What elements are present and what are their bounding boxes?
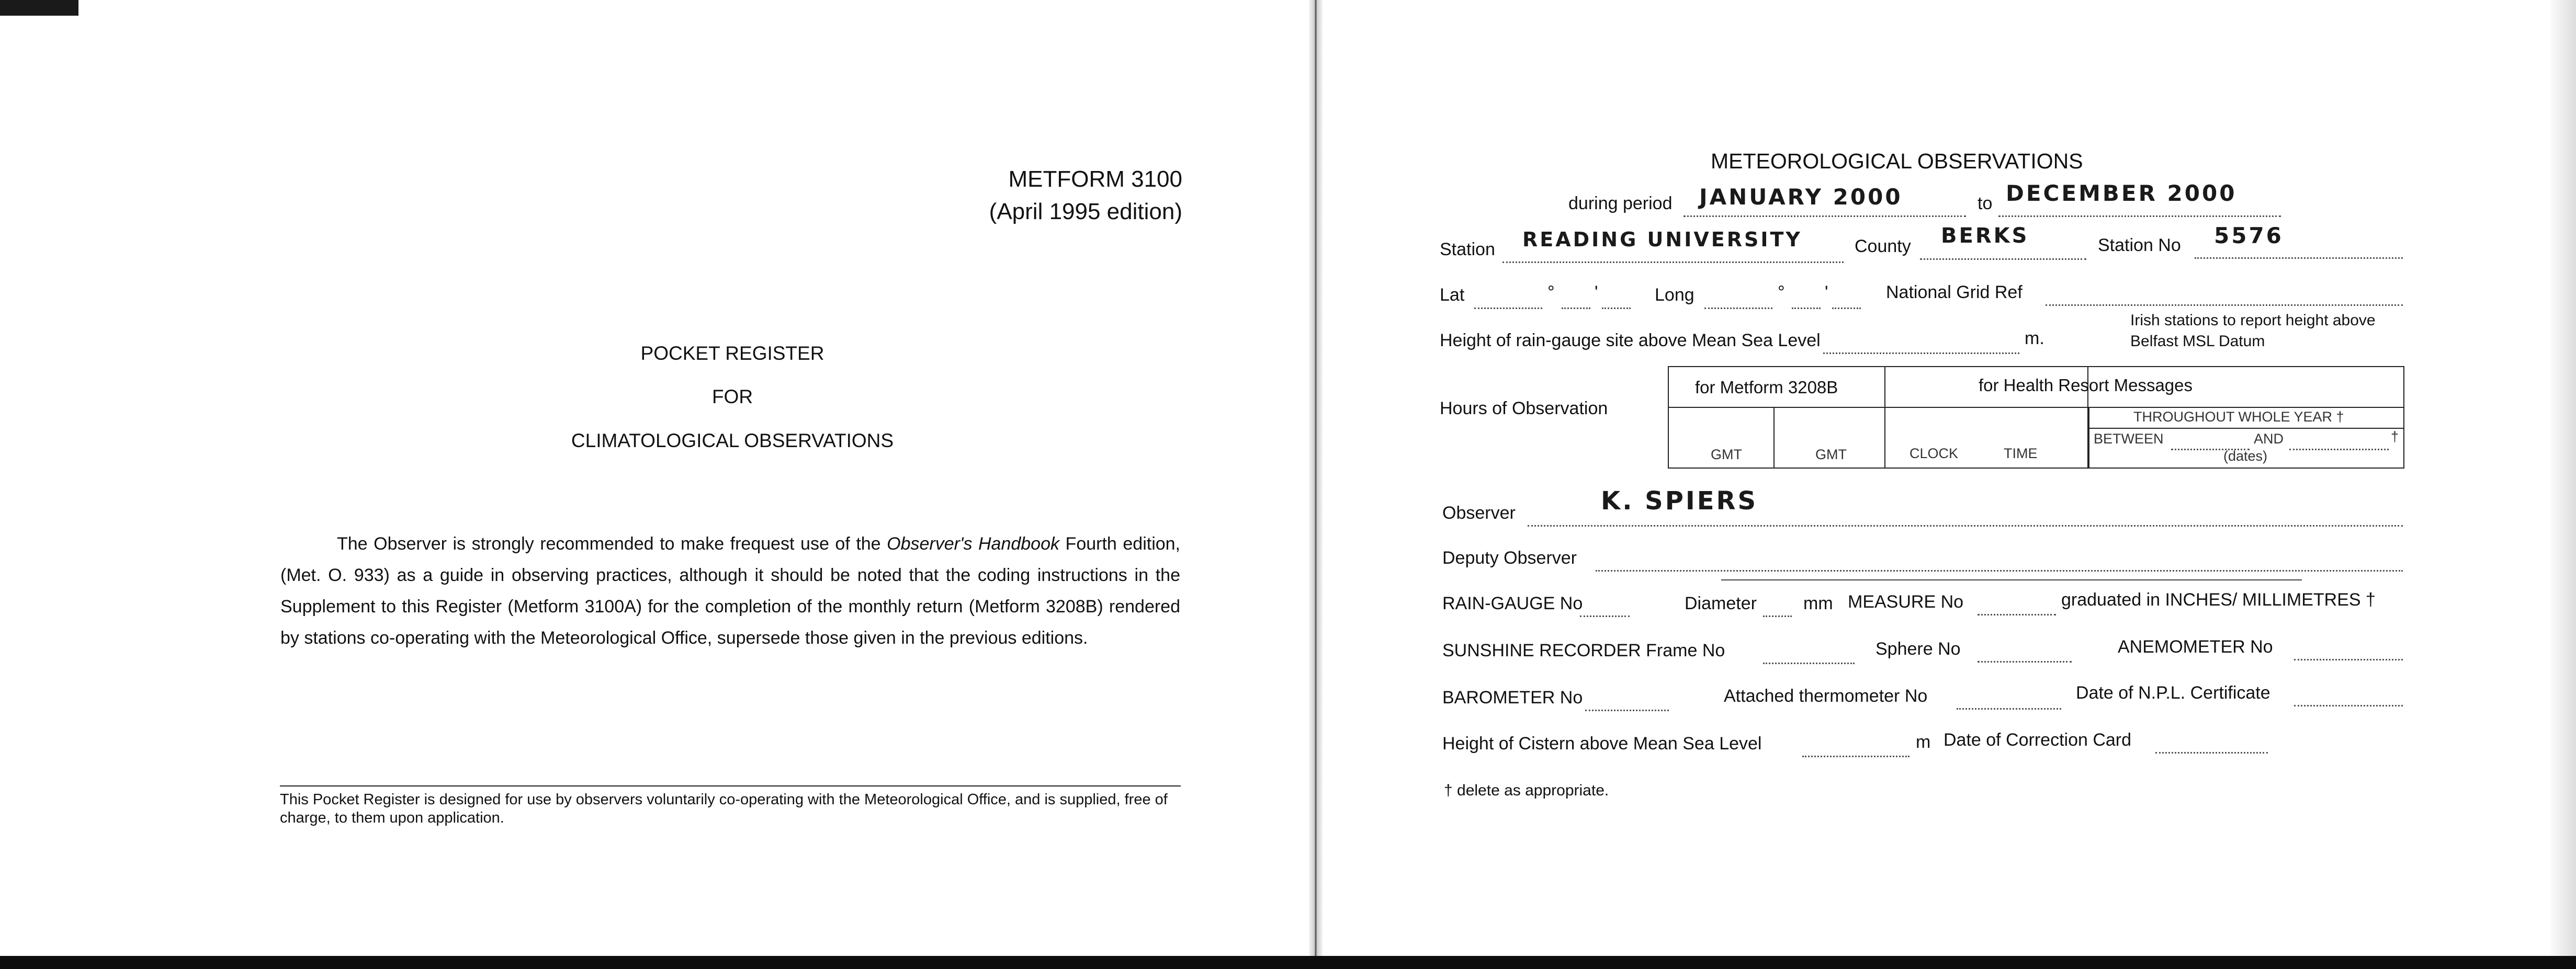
sunshine-label: SUNSHINE RECORDER Frame No — [1442, 641, 1725, 660]
anemometer-line — [2294, 659, 2403, 660]
clock-label: CLOCK — [1910, 446, 1959, 461]
deputy-line — [1596, 570, 2403, 572]
period-from-line — [1684, 215, 1966, 217]
delete-note: † delete as appropriate. — [1444, 782, 1609, 799]
hours-table — [1668, 366, 2404, 469]
station-label: Station — [1440, 240, 1495, 259]
cistern-unit: m — [1916, 732, 1931, 752]
form-id: METFORM 3100 — [1008, 166, 1182, 192]
time-label: TIME — [2004, 446, 2038, 461]
register-heading-1: POCKET REGISTER — [640, 343, 824, 364]
intro-text-end: Fourth edition, (Met. O. 933) as a guide in observing practices, although it should be noted that the coding instructions in the Supplement to this Register (Metform 3100A) for the completion of the monthly return (Metform 3208B) rendered by stations co-operating with the Meteorological Office, supersede those given in the previous editions. — [280, 534, 1181, 648]
deputy-label: Deputy Observer — [1442, 548, 1577, 568]
between-label: BETWEEN — [2094, 431, 2164, 447]
mm-label: mm — [1803, 594, 1833, 613]
health-header: for Health Resort Messages — [1979, 375, 2193, 395]
hours-label: Hours of Observation — [1440, 398, 1608, 418]
measure-line — [1978, 614, 2056, 615]
observer-label: Observer — [1442, 503, 1516, 523]
period-to-line — [1998, 215, 2281, 217]
long-min-line — [1792, 307, 1821, 309]
correction-label: Date of Correction Card — [1944, 730, 2132, 750]
long-sec-line — [1832, 307, 1861, 309]
station-line — [1502, 261, 1844, 263]
correction-line — [2155, 752, 2268, 754]
anemometer-label: ANEMOMETER No — [2118, 637, 2273, 657]
lat-min-line — [1562, 307, 1590, 309]
metform-header: for Metform 3208B — [1695, 378, 1838, 397]
long-minute: ' — [1825, 282, 1828, 302]
barometer-label: BAROMETER No — [1442, 688, 1583, 708]
sunshine-line — [1763, 663, 1855, 664]
county-label: County — [1855, 236, 1911, 256]
and-line — [2289, 449, 2389, 450]
lat-minute: ' — [1595, 282, 1598, 302]
lat-deg-line — [1474, 307, 1542, 309]
station-no-value[interactable]: 5576 — [2214, 223, 2284, 248]
station-no-line — [2195, 257, 2403, 259]
attached-thermometer-line — [1957, 708, 2061, 710]
book-spine — [1309, 0, 1323, 969]
station-value[interactable]: READING UNIVERSITY — [1522, 228, 1802, 251]
throughout-label: THROUGHOUT WHOLE YEAR † — [2133, 409, 2344, 425]
npl-label: Date of N.P.L. Certificate — [2076, 683, 2270, 703]
rain-gauge-line — [1580, 615, 1630, 617]
irish-note-2: Belfast MSL Datum — [2130, 333, 2265, 350]
sphere-label: Sphere No — [1875, 639, 1961, 659]
intro-text-start: The Observer is strongly recommended to make frequest use of the — [337, 534, 887, 554]
handbook-title: Observer's Handbook — [887, 534, 1060, 554]
lat-label: Lat — [1440, 285, 1465, 305]
lat-sec-line — [1602, 307, 1631, 309]
observer-line — [1528, 525, 2403, 527]
footnote: This Pocket Register is designed for use by observers voluntarily co-operating with the Meteorological Office, and is supplied, free of charge, to them upon application. — [280, 791, 1168, 826]
grid-ref-line — [2046, 304, 2403, 306]
lat-degree: ° — [1547, 282, 1555, 302]
register-heading-2: FOR — [711, 386, 753, 407]
rain-gauge-label: RAIN-GAUGE No — [1442, 594, 1583, 613]
intro-paragraph — [280, 528, 1180, 654]
irish-note-1: Irish stations to report height above — [2130, 312, 2376, 329]
dates-label: (dates) — [2223, 448, 2268, 464]
period-from-value[interactable]: JANUARY 2000 — [1699, 184, 1903, 210]
attached-thermometer-label: Attached thermometer No — [1724, 686, 1928, 706]
gmt-label-2: GMT — [1815, 447, 1847, 462]
measure-label: MEASURE No — [1848, 592, 1964, 612]
height-unit: m. — [2025, 328, 2044, 348]
page-edge — [2551, 0, 2576, 956]
height-label: Height of rain-gauge site above Mean Sea Level — [1440, 330, 1821, 350]
county-value[interactable]: BERKS — [1941, 224, 2029, 248]
npl-line — [2294, 705, 2403, 706]
during-period-label: during period — [1568, 193, 1673, 213]
station-no-label: Station No — [2098, 235, 2181, 255]
scan-border-bottom — [0, 956, 2576, 969]
barometer-line — [1585, 710, 1669, 711]
cistern-line — [1802, 756, 1910, 757]
observations-title: METEOROLOGICAL OBSERVATIONS — [1711, 149, 2083, 173]
county-line — [1920, 258, 2086, 260]
form-edition: (April 1995 edition) — [989, 199, 1182, 224]
separator-line — [1721, 579, 2302, 580]
form-id-block — [973, 163, 1182, 228]
diameter-label: Diameter — [1685, 594, 1757, 613]
long-label: Long — [1655, 285, 1694, 305]
footnote-divider — [280, 785, 1181, 786]
period-to-value[interactable]: DECEMBER 2000 — [2006, 180, 2237, 206]
and-label: AND — [2254, 431, 2284, 447]
graduated-label: graduated in INCHES/ MILLIMETRES † — [2061, 590, 2376, 610]
sphere-line — [1978, 661, 2072, 663]
scan-border — [0, 0, 78, 16]
diameter-line — [1763, 615, 1792, 617]
observer-value[interactable]: K. SPIERS — [1601, 486, 1758, 516]
register-heading-3: CLIMATOLOGICAL OBSERVATIONS — [571, 430, 894, 451]
long-deg-line — [1704, 307, 1772, 309]
cistern-label: Height of Cistern above Mean Sea Level — [1442, 734, 1762, 754]
dates-dagger: † — [2391, 429, 2399, 444]
height-line — [1823, 352, 2019, 354]
gmt-label-1: GMT — [1711, 447, 1742, 462]
grid-ref-label: National Grid Ref — [1886, 282, 2023, 302]
to-label: to — [1978, 193, 1993, 213]
long-degree: ° — [1778, 282, 1785, 302]
